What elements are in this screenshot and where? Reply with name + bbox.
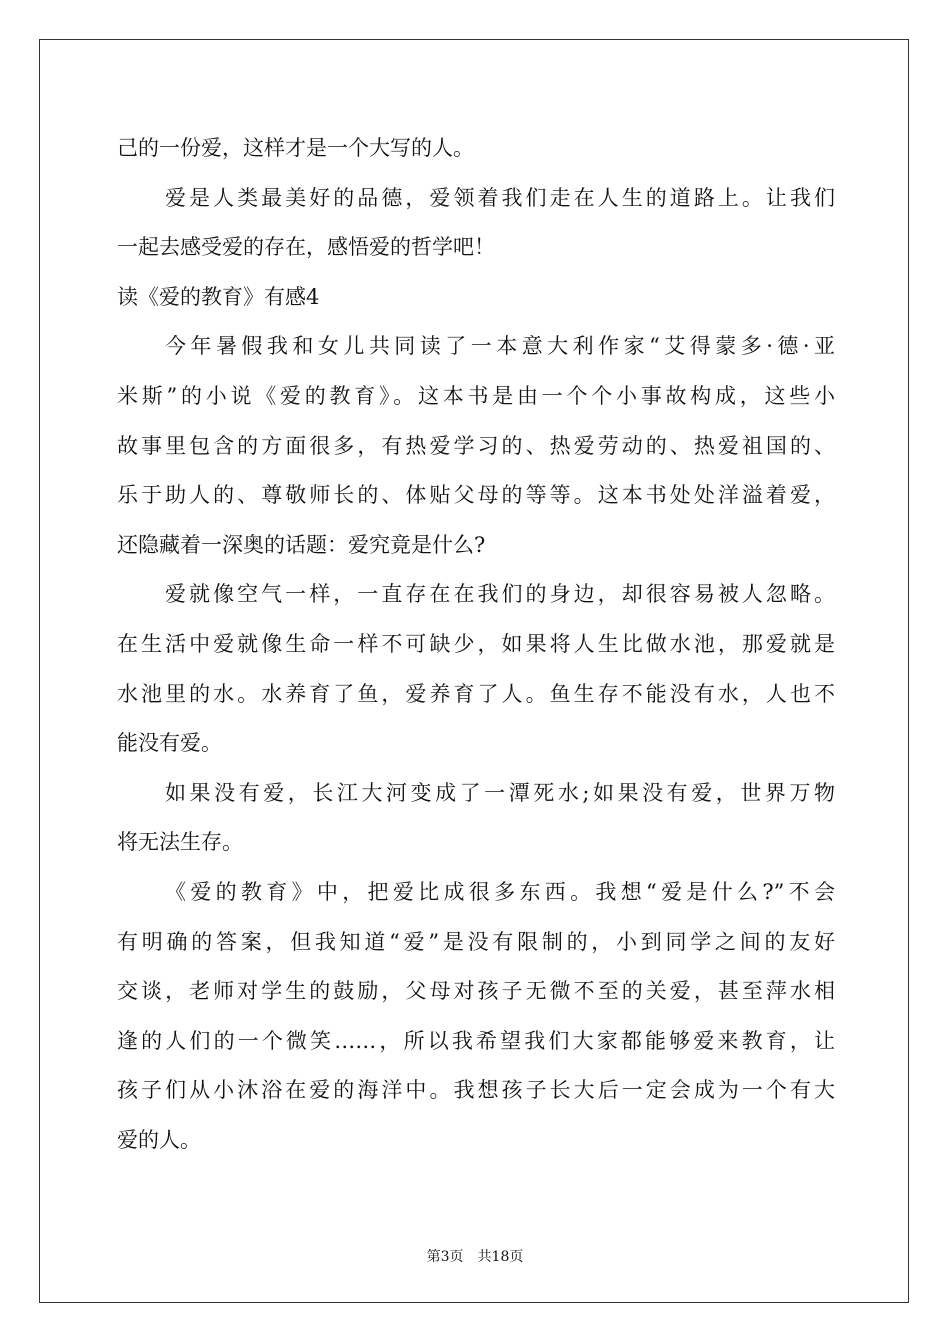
text-line: 爱是人类最美好的品德，爱领着我们走在人生的道路上。让我们 [165,185,835,210]
text-line: 还隐藏着一深奥的话题：爱究竟是什么? [117,532,486,557]
text-line: 逢的人们的一个微笑……，所以我希望我们大家都能够爱来教育，让 [117,1028,835,1053]
text-line: 今年暑假我和女儿共同读了一本意大利作家“艾得蒙多·德·亚 [165,334,835,359]
document-body [117,124,835,1165]
text-line: 己的一份爱，这样才是一个大写的人。 [117,136,474,160]
text-line: 米斯”的小说《爱的教育》。这本书是由一个个小事故构成，这些小 [117,383,835,408]
text-line: 交谈，老师对学生的鼓励，父母对孩子无微不至的关爱，甚至萍水相 [117,979,835,1004]
text-line: 《爱的教育》中，把爱比成很多东西。我想“爱是什么?”不会 [165,879,835,904]
text-line: 有明确的答案，但我知道“爱”是没有限制的，小到同学之间的友好 [117,929,835,954]
text-line: 一起去感受爱的存在，感悟爱的哲学吧！ [117,235,495,260]
page-footer [0,1246,950,1266]
text-line: 如果没有爱，长江大河变成了一潭死水;如果没有爱，世界万物 [165,780,835,805]
text-line: 在生活中爱就像生命一样不可缺少，如果将人生比做水池，那爱就是 [117,631,835,656]
text-line: 故事里包含的方面很多，有热爱学习的、热爱劳动的、热爱祖国的、 [117,433,835,458]
text-line: 爱的人。 [117,1127,201,1152]
text-line: 水池里的水。水养育了鱼，爱养育了人。鱼生存不能没有水，人也不 [117,681,835,706]
text-line: 爱就像空气一样，一直存在在我们的身边，却很容易被人忽略。 [165,582,835,607]
text-line: 能没有爱。 [117,731,222,756]
text-line: 将无法生存。 [117,830,243,855]
text-line: 乐于助人的、尊敬师长的、体贴父母的等等。这本书处处洋溢着爱， [117,483,835,508]
page-number: 第3页 [426,1249,464,1265]
text-line: 读《爱的教育》有感4 [117,284,320,309]
page-total: 共18页 [477,1249,524,1265]
text-line: 孩子们从小沐浴在爱的海洋中。我想孩子长大后一定会成为一个有大 [117,1078,835,1103]
